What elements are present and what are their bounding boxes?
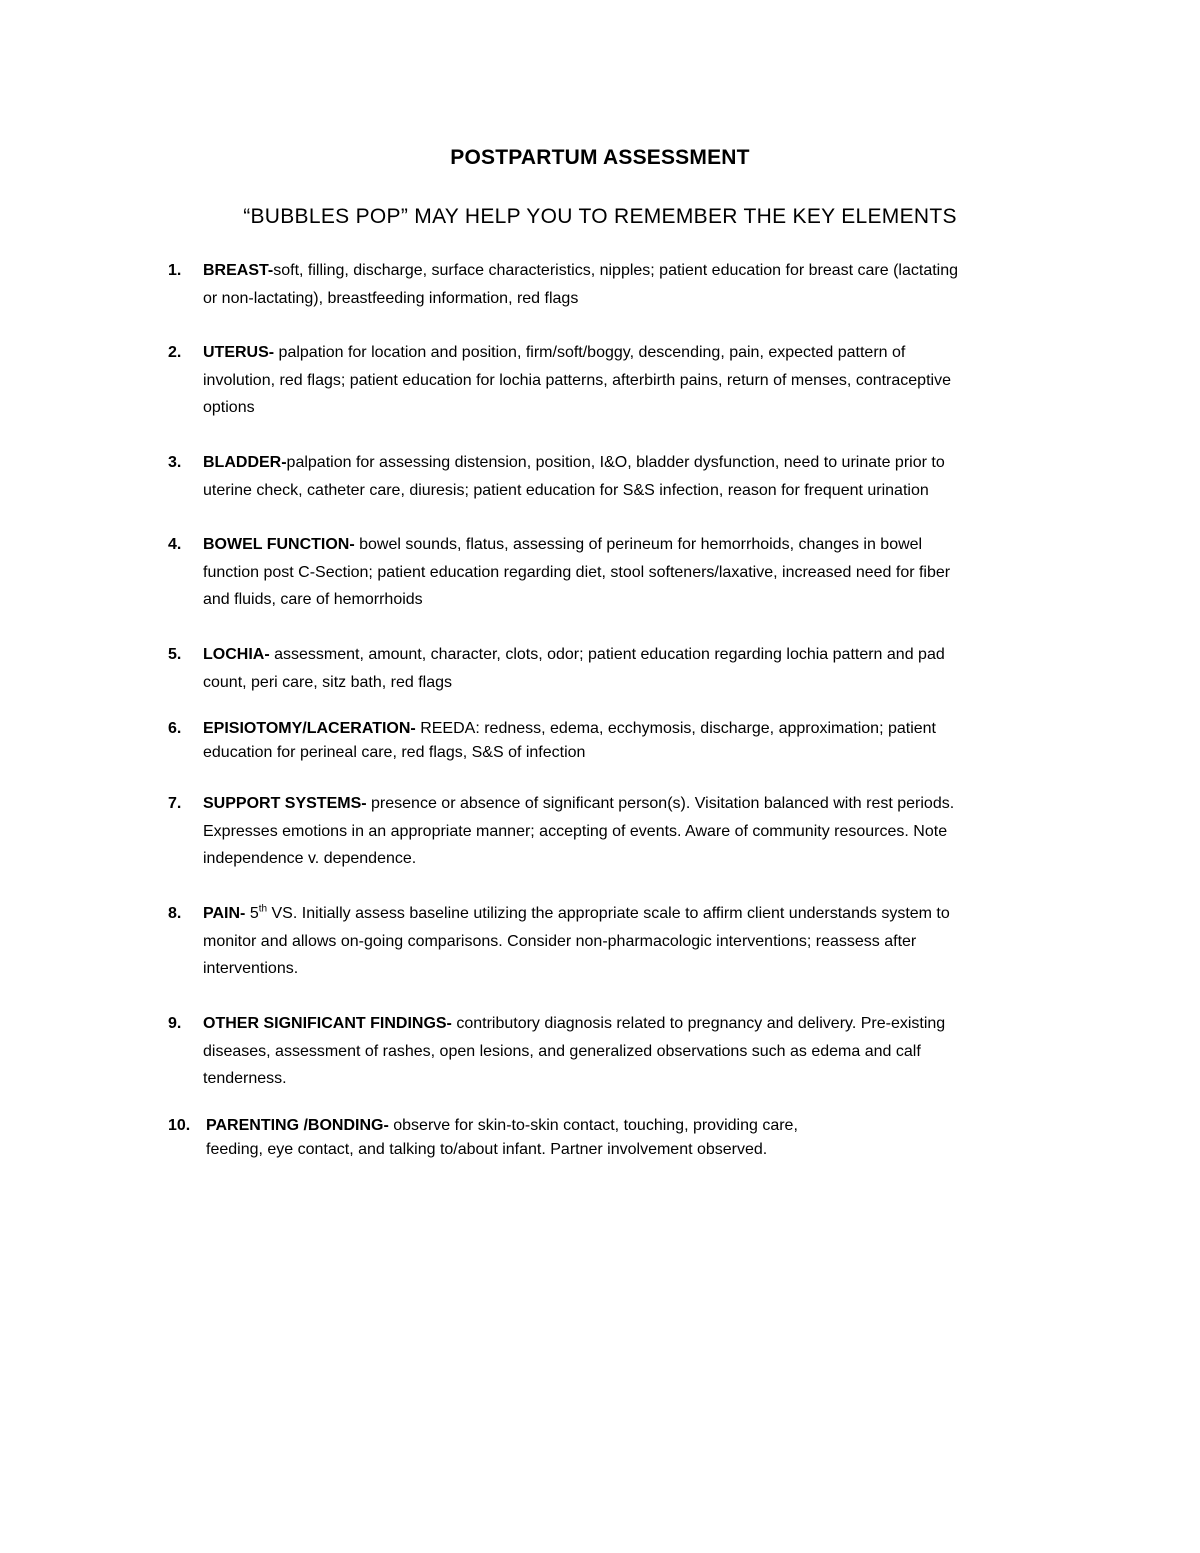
item-line: UTERUS- palpation for location and position, firm/soft/boggy, descending, pain, expected pattern of [203, 344, 906, 361]
item-number: 2. [168, 344, 182, 361]
item-text [203, 790, 1063, 873]
item-text [203, 531, 1063, 614]
item-line: LOCHIA- assessment, amount, character, clots, odor; patient education regarding lochia pattern and pad [203, 646, 945, 663]
item-number: 7. [168, 795, 182, 812]
item-line: involution, red flags; patient education for lochia patterns, afterbirth pains, return of menses, contraceptive [203, 371, 951, 389]
item-number: 4. [168, 536, 182, 553]
item-line [203, 900, 1063, 928]
item-line: PARENTING /BONDING- observe for skin-to-skin contact, touching, providing care, [206, 1117, 798, 1134]
item-number: 10. [168, 1117, 191, 1134]
item-text [203, 1010, 1063, 1093]
item-line: BLADDER-palpation for assessing distension, position, I&O, bladder dysfunction, need to urinate prior to [203, 454, 945, 471]
item-line: BREAST-soft, filling, discharge, surface characteristics, nipples; patient education for breast care (lactating [203, 262, 959, 279]
item-text [203, 900, 1063, 983]
item-heading: BREAST- [203, 262, 274, 279]
item-line-rest: VS. Initially assess baseline utilizing the appropriate scale to affirm client understands system to [267, 905, 950, 922]
item-line: tenderness. [203, 1070, 287, 1087]
item-number: 3. [168, 454, 182, 471]
item-heading: EPISIOTOMY/LACERATION- [203, 720, 416, 737]
item-line: options [203, 399, 255, 416]
document-title: POSTPARTUM ASSESSMENT [450, 146, 750, 169]
item-line: BOWEL FUNCTION- bowel sounds, flatus, assessing of perineum for hemorrhoids, changes in bowel [203, 536, 923, 553]
superscript-text: th [258, 903, 268, 915]
item-number: 8. [168, 905, 182, 922]
item-line: feeding, eye contact, and talking to/about infant. Partner involvement observed. [206, 1141, 768, 1158]
item-line: Expresses emotions in an appropriate manner; accepting of events. Aware of community resources. Note [203, 822, 948, 840]
item-heading: BOWEL FUNCTION- [203, 536, 355, 553]
item-line: independence v. dependence. [203, 850, 417, 867]
item-line: count, peri care, sitz bath, red flags [203, 673, 453, 691]
item-text [203, 641, 1063, 696]
item-number: 9. [168, 1015, 182, 1032]
item-number: 6. [168, 720, 182, 737]
item-line: OTHER SIGNIFICANT FINDINGS- contributory diagnosis related to pregnancy and delivery. Pre-existing [203, 1015, 946, 1032]
item-line: diseases, assessment of rashes, open lesions, and generalized observations such as edema and calf [203, 1042, 921, 1060]
item-text [206, 1114, 1066, 1162]
item-text [203, 717, 1063, 765]
item-heading: PARENTING /BONDING- [206, 1117, 389, 1134]
item-line: or non-lactating), breastfeeding information, red flags [203, 289, 579, 307]
item-line: and fluids, care of hemorrhoids [203, 591, 423, 608]
item-line: education for perineal care, red flags, S&S of infection [203, 744, 586, 761]
item-text [203, 339, 1063, 422]
item-heading: LOCHIA- [203, 646, 270, 663]
item-line-start: PAIN- 5 [203, 905, 259, 922]
item-heading: PAIN- [203, 905, 246, 922]
item-text [203, 257, 1063, 312]
item-heading: SUPPORT SYSTEMS- [203, 795, 367, 812]
item-line: SUPPORT SYSTEMS- presence or absence of significant person(s). Visitation balanced with rest periods. [203, 795, 955, 812]
item-heading: UTERUS- [203, 344, 275, 361]
item-heading: OTHER SIGNIFICANT FINDINGS- [203, 1015, 452, 1032]
item-line: function post C-Section; patient education regarding diet, stool softeners/laxative, increased need for fiber [203, 563, 951, 581]
item-heading: BLADDER- [203, 454, 287, 471]
item-line: interventions. [203, 960, 299, 977]
document-subtitle: “BUBBLES POP” MAY HELP YOU TO REMEMBER THE KEY ELEMENTS [243, 205, 957, 228]
item-line: monitor and allows on-going comparisons. Consider non-pharmacologic interventions; reassess after [203, 932, 917, 950]
item-text [203, 449, 1063, 504]
item-number: 1. [168, 262, 182, 279]
item-line: EPISIOTOMY/LACERATION- REEDA: redness, edema, ecchymosis, discharge, approximation; patient [203, 720, 936, 737]
item-number: 5. [168, 646, 182, 663]
item-line: uterine check, catheter care, diuresis; patient education for S&S infection, reason for frequent urination [203, 481, 929, 499]
